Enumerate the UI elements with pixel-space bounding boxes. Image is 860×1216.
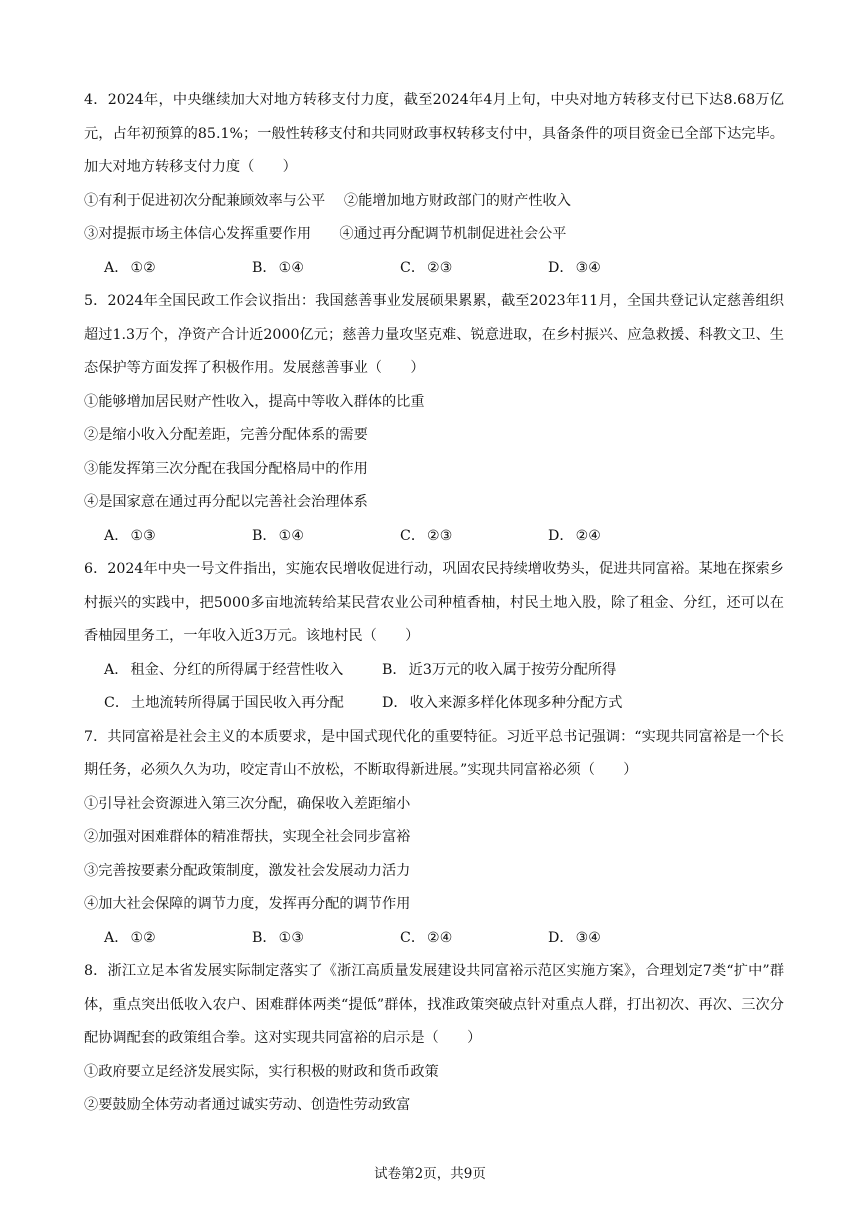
choice-d[interactable]: D． ②④	[548, 527, 602, 544]
question-7	[84, 721, 784, 956]
question-text: 2024年，中央继续加大对地方转移支付力度，截至2024年4月上旬，中央对地方转移支付已下达8.68万亿元，占年初预算的85.1%；一般性转移支付和共同财政事权转移支付中，具备条件的项目资金已全部下达完毕。加大对地方转移支付力度（ ）	[84, 92, 784, 175]
question-number: 7．	[84, 728, 108, 745]
question-number: 4．	[84, 92, 108, 108]
page-footer: 试卷第2页，共9页	[374, 1166, 486, 1182]
choice-c[interactable]: C． ②③	[400, 259, 453, 276]
choice-d[interactable]: D． 收入来源多样化体现多种分配方式	[382, 695, 623, 711]
answer-choices-row	[84, 687, 784, 721]
question-8-stem	[84, 955, 784, 1056]
question-7-stem	[84, 721, 784, 788]
choice-b[interactable]: B． ①③	[252, 929, 305, 946]
statement-line: ②是缩小收入分配差距，完善分配体系的需要	[84, 427, 368, 443]
statement-line: ②要鼓励全体劳动者通过诚实劳动、创造性劳动致富	[84, 1097, 411, 1113]
answer-choices	[84, 922, 784, 956]
choice-c[interactable]: C． ②③	[400, 527, 453, 544]
question-text: 2024年全国民政工作会议指出：我国慈善事业发展硕果累累，截至2023年11月，全国共登记认定慈善组织超过1.3万个，净资产合计近2000亿元；慈善力量攻坚克难、锐意进取，在乡村振兴、应急救援、科教文卫、生态保护等方面发挥了积极作用。发展慈善事业（ ）	[84, 293, 784, 376]
question-5	[84, 285, 784, 553]
question-6-stem	[84, 553, 784, 654]
answer-choices	[84, 252, 784, 286]
statement-line: ①有利于促进初次分配兼顾效率与公平 ②能增加地方财政部门的财产性收入	[84, 192, 571, 209]
statement-line: ③完善按要素分配政策制度，激发社会发展动力活力	[84, 862, 411, 879]
choice-d[interactable]: D． ③④	[548, 259, 602, 276]
question-4	[84, 84, 784, 285]
choice-d[interactable]: D． ③④	[548, 929, 602, 946]
statement-line: ①能够增加居民财产性收入，提高中等收入群体的比重	[84, 393, 425, 410]
statement-line: ③能发挥第三次分配在我国分配格局中的作用	[84, 460, 368, 477]
statement-line: ④加大社会保障的调节力度，发挥再分配的调节作用	[84, 896, 411, 912]
choice-a[interactable]: A． ①②	[104, 259, 156, 276]
answer-choices	[84, 520, 784, 554]
choice-c[interactable]: C． ②④	[400, 929, 453, 946]
question-text: 共同富裕是社会主义的本质要求，是中国式现代化的重要特征。习近平总书记强调：“实现共同富裕是一个长期任务，必须久久为功，咬定青山不放松，不断取得新进展。”实现共同富裕必须（ ）	[84, 728, 784, 778]
question-6	[84, 553, 784, 721]
statement-line: ①引导社会资源进入第三次分配，确保收入差距缩小	[84, 795, 411, 812]
question-text: 2024年中央一号文件指出，实施农民增收促进行动，巩固农民持续增收势头，促进共同富裕。某地在探索乡村振兴的实践中，把5000多亩地流转给某民营农业公司种植香柚，村民土地入股，除了租金、分红，还可以在香柚园里务工，一年收入近3万元。该地村民（ ）	[84, 561, 784, 644]
choice-b[interactable]: B． ①④	[252, 259, 305, 276]
question-8	[84, 955, 784, 1123]
question-number: 8．	[84, 963, 108, 979]
statement-line: ④是国家意在通过再分配以完善社会治理体系	[84, 494, 368, 510]
question-number: 5．	[84, 293, 108, 309]
question-4-stem	[84, 84, 784, 185]
choice-a[interactable]: A． ①②	[104, 929, 156, 946]
choice-b[interactable]: B． ①④	[252, 527, 305, 544]
statement-line: ①政府要立足经济发展实际，实行积极的财政和货币政策	[84, 1063, 439, 1080]
statement-line: ③对提振市场主体信心发挥重要作用 ④通过再分配调节机制促进社会公平	[84, 226, 567, 242]
exam-page-content	[84, 84, 784, 1123]
question-number: 6．	[84, 561, 108, 577]
choice-c[interactable]: C． 土地流转所得属于国民收入再分配	[104, 695, 344, 711]
statement-line: ②加强对困难群体的精准帮扶，实现全社会同步富裕	[84, 829, 411, 845]
question-text: 浙江立足本省发展实际制定落实了《浙江高质量发展建设共同富裕示范区实施方案》，合理划定7类“扩中”群体，重点突出低收入农户、困难群体两类“提低”群体，找准政策突破点针对重点人群，打出初次、再次、三次分配协调配套的政策组合拳。这对实现共同富裕的启示是（ ）	[84, 963, 785, 1046]
answer-choices-row	[84, 654, 784, 688]
choice-b[interactable]: B． 近3万元的收入属于按劳分配所得	[382, 661, 617, 678]
choice-a[interactable]: A． ①③	[104, 527, 156, 544]
choice-a[interactable]: A． 租金、分红的所得属于经营性收入	[104, 661, 344, 678]
question-5-stem	[84, 285, 784, 386]
